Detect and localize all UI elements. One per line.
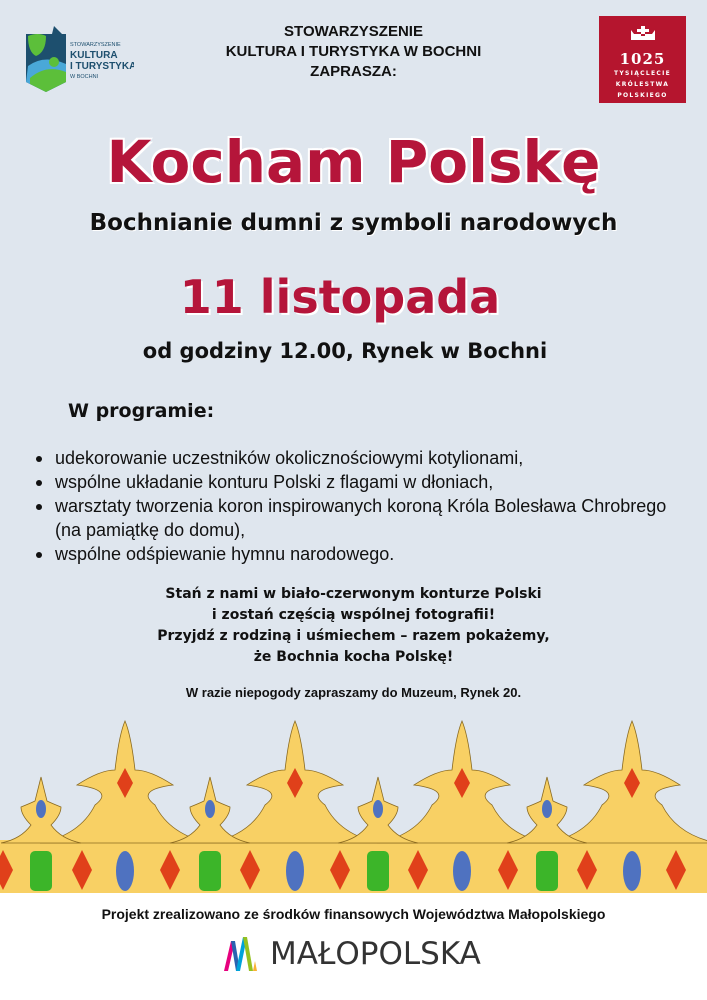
invitation-line: i zostań częścią wspólnej fotografii! xyxy=(211,607,496,623)
emerald-gem xyxy=(536,851,558,891)
organizer-header xyxy=(150,22,557,82)
event-subtitle: Bochnianie dumni z symboli narodowych xyxy=(89,210,618,236)
logo-line: I TURYSTYKA xyxy=(70,61,134,72)
emerald-gem xyxy=(30,851,52,891)
list-item: udekorowanie uczestników okolicznościowymi kotylionami, xyxy=(36,446,676,470)
header-line: KULTURA I TURYSTYKA W BOCHNI xyxy=(225,43,482,60)
malopolska-logo xyxy=(222,934,481,974)
event-title: Kocham Polskę xyxy=(106,128,601,196)
logo-number: 1025 xyxy=(619,50,666,68)
sapphire-gem xyxy=(453,851,471,891)
malopolska-wordmark: MAŁOPOLSKA xyxy=(270,936,481,972)
weather-note: W razie niepogody zapraszamy do Muzeum, Rynek 20. xyxy=(185,685,522,700)
logo-line: W BOCHNI xyxy=(70,74,99,80)
funding-note: Projekt zrealizowano ze środków finansowych Województwa Małopolskiego xyxy=(101,906,606,922)
crown-illustration xyxy=(0,715,707,893)
emerald-gem xyxy=(367,851,389,891)
program-list xyxy=(36,446,676,566)
logo-line: KULTURA xyxy=(70,50,118,61)
sapphire-gem xyxy=(205,800,215,818)
crown-band xyxy=(0,840,707,893)
crown-cross-icon xyxy=(628,24,658,44)
emerald-gem xyxy=(199,851,221,891)
association-logo xyxy=(24,26,134,92)
list-item: wspólne układanie konturu Polski z flagami w dłoniach, xyxy=(36,470,676,494)
logo-line: POLSKIEGO xyxy=(617,92,668,99)
event-date: 11 listopada xyxy=(179,270,501,324)
event-time-place: od godziny 12.00, Rynek w Bochni xyxy=(142,339,548,363)
invitation-text xyxy=(0,584,707,668)
list-item: wspólne odśpiewanie hymnu narodowego. xyxy=(36,542,676,566)
sapphire-gem xyxy=(373,800,383,818)
sapphire-gem xyxy=(116,851,134,891)
program-heading: W programie: xyxy=(68,400,215,422)
sapphire-gem xyxy=(286,851,304,891)
sapphire-gem xyxy=(623,851,641,891)
list-item: warsztaty tworzenia koron inspirowanych koroną Króla Bolesława Chrobrego (na pamiątkę do domu), xyxy=(36,494,676,542)
invitation-line: Przyjdź z rodziną i uśmiechem – razem pokażemy, xyxy=(157,628,550,644)
logo-line: TYSIĄCLECIE xyxy=(614,70,671,77)
logo-line: STOWARZYSZENIE xyxy=(70,42,121,48)
header-line: STOWARZYSZENIE xyxy=(284,23,423,40)
invitation-line: że Bochnia kocha Polskę! xyxy=(253,649,454,665)
millennium-logo xyxy=(599,16,686,103)
malopolska-m-icon xyxy=(222,937,260,971)
logo-line: KRÓLESTWA xyxy=(615,81,670,88)
invitation-line: Stań z nami w biało-czerwonym konturze Polski xyxy=(165,586,542,602)
sapphire-gem xyxy=(542,800,552,818)
sapphire-gem xyxy=(36,800,46,818)
header-line: ZAPRASZA: xyxy=(310,63,397,80)
